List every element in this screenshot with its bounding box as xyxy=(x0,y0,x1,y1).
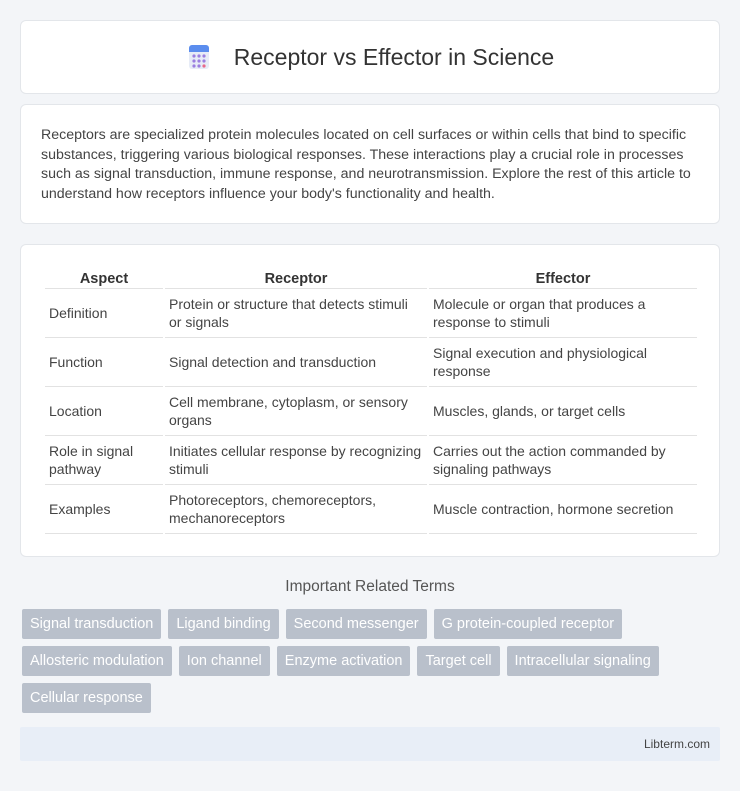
table-row xyxy=(45,387,697,436)
cell-aspect: Examples xyxy=(45,485,163,534)
term-tag[interactable]: Signal transduction xyxy=(22,609,161,639)
term-tag[interactable]: Enzyme activation xyxy=(277,646,411,676)
term-tag[interactable]: Allosteric modulation xyxy=(22,646,172,676)
table-row xyxy=(45,338,697,387)
footer xyxy=(20,727,720,761)
cell-effector: Carries out the action commanded by signaling pathways xyxy=(429,436,697,485)
header-aspect: Aspect xyxy=(45,269,163,289)
table-row xyxy=(45,436,697,485)
term-tag[interactable]: Target cell xyxy=(417,646,499,676)
cell-effector: Molecule or organ that produces a response to stimuli xyxy=(429,289,697,338)
header-effector: Effector xyxy=(429,269,697,289)
cell-receptor: Initiates cellular response by recognizing stimuli xyxy=(165,436,427,485)
related-terms-list xyxy=(22,609,722,720)
cell-receptor: Photoreceptors, chemoreceptors, mechanoreceptors xyxy=(165,485,427,534)
term-tag[interactable]: Ligand binding xyxy=(168,609,278,639)
footer-site-link[interactable]: Libterm.com xyxy=(643,737,710,751)
intro-text: Receptors are specialized protein molecules located on cell surfaces or within cells that bind to specific substances, triggering various biological responses. These interactions play a crucial role in processes such as signal transduction, immune response, and neurotransmission. Explore the rest of this article to understand how receptors influence your body's functionality and health. xyxy=(41,127,691,202)
term-tag[interactable]: G protein-coupled receptor xyxy=(434,609,623,639)
cell-receptor: Protein or structure that detects stimuli or signals xyxy=(165,289,427,338)
related-terms-title: Important Related Terms xyxy=(285,578,455,595)
table-row xyxy=(45,485,697,534)
cell-aspect: Role in signal pathway xyxy=(45,436,163,485)
calculator-icon xyxy=(186,44,212,70)
cell-effector: Signal execution and physiological response xyxy=(429,338,697,387)
term-tag[interactable]: Intracellular signaling xyxy=(507,646,659,676)
cell-receptor: Cell membrane, cytoplasm, or sensory organs xyxy=(165,387,427,436)
comparison-table-card xyxy=(20,244,720,557)
header-receptor: Receptor xyxy=(165,269,427,289)
cell-effector: Muscles, glands, or target cells xyxy=(429,387,697,436)
intro-card xyxy=(20,104,720,224)
cell-effector: Muscle contraction, hormone secretion xyxy=(429,485,697,534)
term-tag[interactable]: Ion channel xyxy=(179,646,270,676)
header-card xyxy=(20,20,720,94)
table-row xyxy=(45,289,697,338)
table-header-row xyxy=(45,269,697,289)
term-tag[interactable]: Cellular response xyxy=(22,683,151,713)
comparison-table xyxy=(43,269,699,534)
cell-aspect: Location xyxy=(45,387,163,436)
cell-aspect: Function xyxy=(45,338,163,387)
page-title: Receptor vs Effector in Science xyxy=(233,43,555,70)
cell-aspect: Definition xyxy=(45,289,163,338)
term-tag[interactable]: Second messenger xyxy=(286,609,427,639)
cell-receptor: Signal detection and transduction xyxy=(165,338,427,387)
